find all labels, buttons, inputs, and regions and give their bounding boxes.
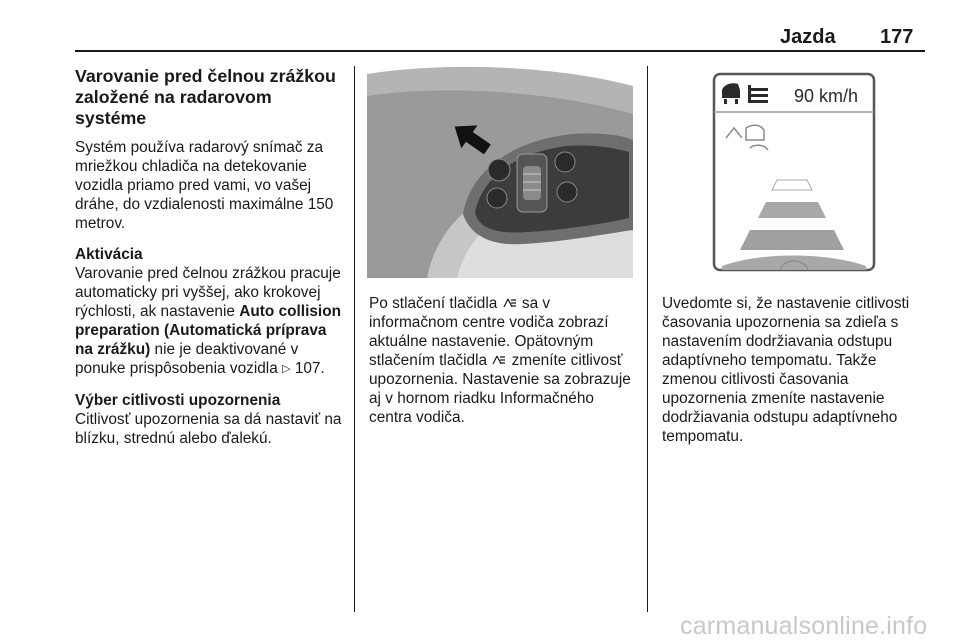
column-1 (75, 66, 345, 460)
activation-page-ref: 107. (294, 360, 325, 377)
col2-text-b: sa v informačnom centre vodiča zobrazí aktuálne nastavenie. Opätovným stlačením tlačidla (369, 295, 609, 369)
sensitivity-note-paragraph: Uvedomte si, že nastavenie citlivosti časovania upozornenia sa zdieľa s nastavením dodržiavania odstupu adaptívneho tempomatu. Takže zmenou citlivosti časovania upozornenia zmeníte nastavenie dodržiavania odstupu adaptívneho tempomatu. (662, 295, 910, 445)
column-divider-2 (647, 66, 648, 612)
column-3 (662, 294, 930, 458)
button-instruction-paragraph (369, 294, 637, 427)
heading-line-2: založené na radarovom systéme (75, 87, 272, 128)
activation-text-b: nie je deaktivované v ponuke prispôsobenia vozidla (75, 341, 299, 377)
sensitivity-paragraph (75, 391, 345, 448)
steering-wheel-controls-illustration (367, 66, 633, 278)
sensitivity-text: Citlivosť upozornenia sa dá nastaviť na blízku, strednú alebo ďalekú. (75, 411, 342, 447)
header-section: Jazda (780, 26, 836, 48)
sensitivity-title: Výber citlivosti upozornenia (75, 392, 281, 409)
forward-collision-button-icon (491, 354, 507, 366)
col2-text-c: zmeníte citlivosť upozornenia. Nastavenie sa zobrazuje aj v hornom riadku Informačného centra vodiča. (369, 352, 631, 426)
speed-readout: 90 km/h (794, 86, 859, 106)
forward-collision-button-icon (502, 297, 518, 309)
heading-line-1: Varovanie pred čelnou zrážkou (75, 66, 336, 86)
col2-text-a: Po stlačení tlačidla (369, 295, 502, 312)
reference-arrow-icon: ▷ (282, 363, 291, 375)
activation-title: Aktivácia (75, 246, 143, 263)
driver-information-display-illustration (660, 66, 926, 278)
watermark: carmanualsonline.info (680, 612, 928, 640)
activation-paragraph (75, 245, 345, 379)
intro-paragraph: Systém používa radarový snímač za mriežkou chladiča na detekovanie vozidla priamo pred vami, vo vašej dráhe, do vzdialenosti maximálne 150 metrov. (75, 139, 334, 232)
header-rule (75, 50, 925, 52)
section-heading (75, 66, 345, 129)
page-number: 177 (880, 26, 914, 48)
column-divider-1 (354, 66, 355, 612)
activation-setting-name: Auto collision preparation (Automatická príprava na zrážku) (75, 303, 341, 358)
column-2 (369, 294, 637, 439)
activation-text-a: Varovanie pred čelnou zrážkou pracuje automaticky pri vyššej, ako krokovej rýchlosti, ak nastavenie (75, 265, 341, 320)
